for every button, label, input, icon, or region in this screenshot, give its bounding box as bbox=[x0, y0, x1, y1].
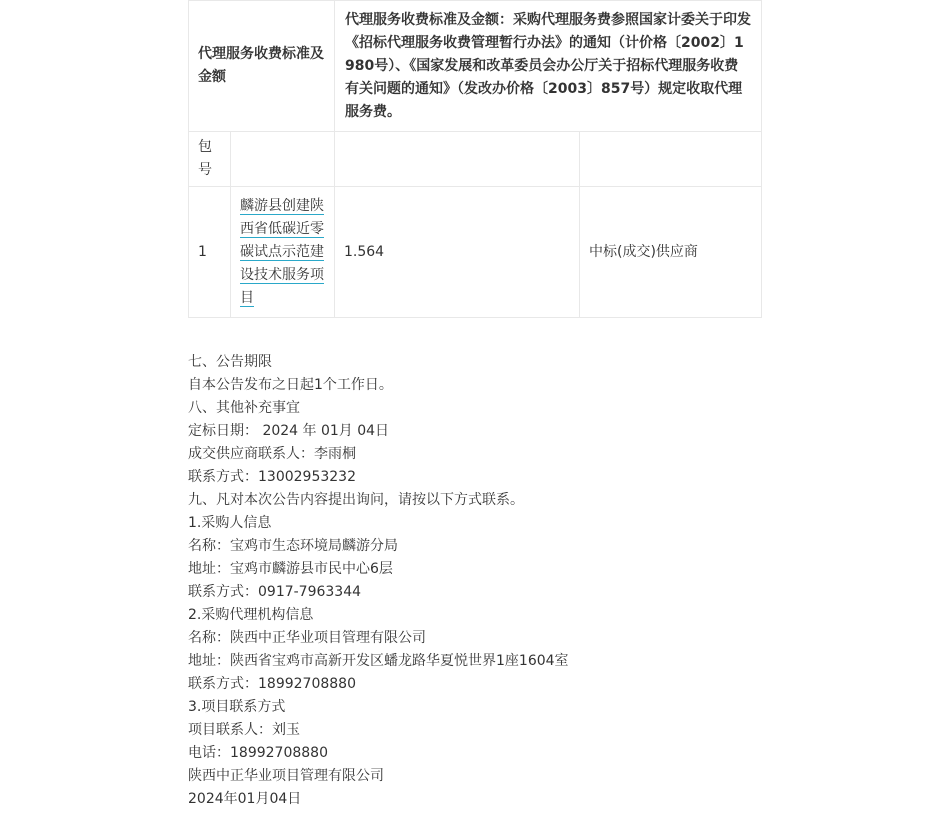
package-header-row bbox=[189, 132, 762, 187]
agency-name: 名称：陕西中正华业项目管理有限公司 bbox=[188, 630, 426, 646]
project-contact-person: 项目联系人：刘玉 bbox=[188, 722, 300, 738]
project-name-cell bbox=[231, 187, 335, 318]
section-heading-inquiry: 九、凡对本次公告内容提出询问，请按以下方式联系。 bbox=[188, 492, 524, 508]
project-name-link[interactable]: 麟游县创建陕西省低碳近零碳试点示范建设技术服务项目 bbox=[240, 197, 324, 306]
project-name-header bbox=[231, 132, 335, 187]
agency-phone: 联系方式：18992708880 bbox=[188, 676, 356, 692]
amount-header bbox=[335, 132, 580, 187]
supplier-contact: 成交供应商联系人：李雨桐 bbox=[188, 446, 356, 462]
supplier-phone: 联系方式：13002953232 bbox=[188, 469, 356, 485]
fee-table bbox=[188, 0, 762, 318]
purchaser-phone: 联系方式：0917-7963344 bbox=[188, 584, 362, 600]
notice-body bbox=[188, 351, 888, 811]
fee-standard-content: 代理服务收费标准及金额：采购代理服务费参照国家计委关于印发《招标代理服务收费管理暂行办法》的通知（计价格〔2002〕1980号）、《国家发展和改革委员会办公厅关于招标代理服务收费有关问题的通知》（发改办价格〔2003〕857号）规定收取代理服务费。 bbox=[335, 1, 762, 132]
package-no-header: 包号 bbox=[189, 132, 231, 187]
section-heading-supplement: 八、其他补充事宜 bbox=[188, 400, 300, 416]
project-contact-phone: 电话：18992708880 bbox=[188, 745, 328, 761]
project-contact-heading: 3.项目联系方式 bbox=[188, 699, 286, 715]
purchaser-address: 地址：宝鸡市麟游县市民中心6层 bbox=[188, 561, 393, 577]
fee-amount: 1.564 bbox=[335, 187, 580, 318]
purchaser-name: 名称：宝鸡市生态环境局麟游分局 bbox=[188, 538, 398, 554]
package-row bbox=[189, 187, 762, 318]
payer-header bbox=[580, 132, 762, 187]
agency-heading: 2.采购代理机构信息 bbox=[188, 607, 314, 623]
section-heading-period: 七、公告期限 bbox=[188, 354, 272, 370]
signature-date: 2024年01月04日 bbox=[188, 791, 302, 807]
fee-payer: 中标(成交)供应商 bbox=[580, 187, 762, 318]
fee-standard-label: 代理服务收费标准及金额 bbox=[189, 1, 335, 132]
period-text: 自本公告发布之日起1个工作日。 bbox=[188, 377, 393, 393]
agency-address: 地址：陕西省宝鸡市高新开发区蟠龙路华夏悦世界1座1604室 bbox=[188, 653, 569, 669]
fee-standard-row bbox=[189, 1, 762, 132]
award-date: 定标日期： 2024 年 01月 04日 bbox=[188, 423, 390, 439]
package-no: 1 bbox=[189, 187, 231, 318]
signature-org: 陕西中正华业项目管理有限公司 bbox=[188, 768, 384, 784]
purchaser-heading: 1.采购人信息 bbox=[188, 515, 272, 531]
